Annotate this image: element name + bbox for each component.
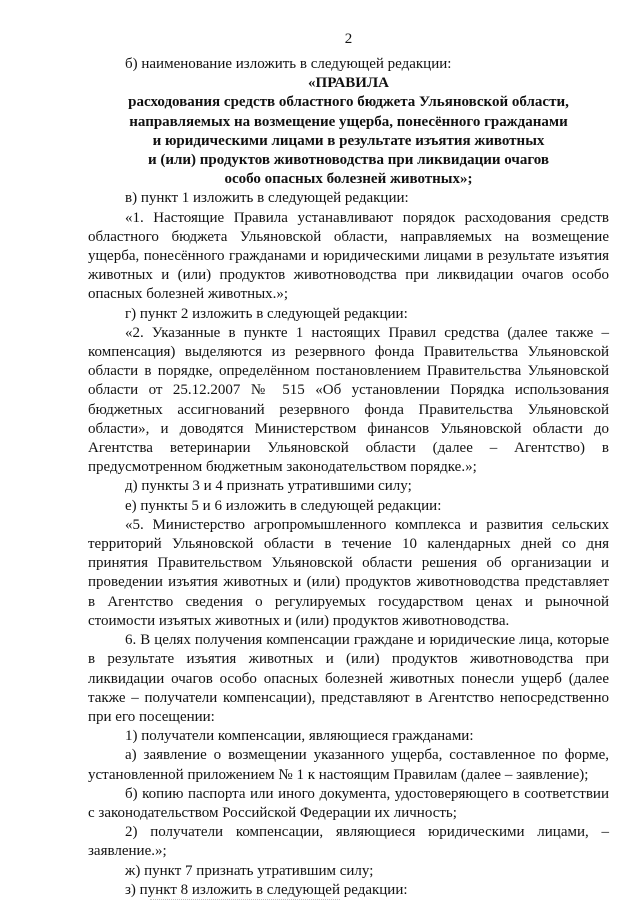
page-number: 2: [344, 31, 353, 47]
paragraph-rule-1: «1. Настоящие Правила устанавливают порядок расходования средств областного бюджета Ульяновской области, направляемых на возмещение ущерба, понесённого гражданами и юридическими лицами в результате изъятия животных и (или) продуктов животноводства при ликвидации очагов особо опасных болезней животных.»;: [88, 209, 609, 303]
paragraph-item-b: б) копию паспорта или иного документа, удостоверяющего в соответствии с законодательством Российской Федерации их личность;: [88, 785, 609, 821]
paragraph-rule-5: «5. Министерство агропромышленного комплекса и развития сельских территорий Ульяновской области в течение 10 календарных дней со дня принятия Правительством Ульяновской области решения об организации и проведении изъятия животных и (или) продуктов животноводства представляет в Агентство сведения о регулируемых государством ценах и рыночной стоимости изъятых животных и (или) продуктов животноводства.: [88, 516, 609, 629]
scan-artifact-line: [150, 899, 340, 900]
paragraph-b-intro: б) наименование изложить в следующей редакции:: [125, 56, 452, 72]
paragraph-g-intro: г) пункт 2 изложить в следующей редакции:: [125, 305, 408, 322]
paragraph-item-a: а) заявление о возмещении указанного ущерба, составленное по форме, установленной приложением № 1 к настоящим Правилам (далее – заявление);: [88, 747, 609, 783]
paragraph-d: д) пункты 3 и 4 признать утратившими силу;: [125, 478, 412, 495]
paragraph-zh: ж) пункт 7 признать утратившим силу;: [125, 862, 374, 879]
paragraph-e-intro: е) пункты 5 и 6 изложить в следующей редакции:: [125, 497, 442, 514]
title-line: и (или) продуктов животноводства при ликвидации очагов: [147, 152, 550, 169]
title-line: расходования средств областного бюджета Ульяновской области,: [128, 94, 569, 111]
title-line: направляемых на возмещение ущерба, понесённого гражданами: [129, 113, 568, 130]
paragraph-z-intro: з) пункт 8 изложить в следующей редакции:: [125, 881, 408, 898]
paragraph-v-intro: в) пункт 1 изложить в следующей редакции:: [125, 190, 409, 207]
title-line: «ПРАВИЛА: [308, 75, 389, 92]
paragraph-item-1: 1) получатели компенсации, являющиеся гражданами:: [125, 728, 474, 745]
paragraph-rule-6: 6. В целях получения компенсации граждане и юридические лица, которые в результате изъятия животных и (или) продуктов животноводства при ликвидации очагов особо опасных болезней животных понесли ущерб (далее также – получатели компенсации), представляют в Агентство непосредственно при его посещении:: [88, 632, 609, 725]
title-line: и юридическими лицами в результате изъятия животных: [152, 132, 545, 149]
paragraph-rule-2: «2. Указанные в пункте 1 настоящих Правил средства (далее также – компенсация) выделяются из резервного фонда Правительства Ульяновской области в порядке, определённом постановлением Правительства Ульяновской области от 25.12.2007 № 515 «Об установлении Порядка использования бюджетных ассигнований резервного фонда Правительства Ульяновской области», и доводятся Министерством финансов Ульяновской области до Агентства ветеринарии Ульяновской области (далее – Агентство) в предусмотренном бюджетным законодательством порядке.»;: [88, 324, 609, 476]
title-line: особо опасных болезней животных»;: [224, 171, 473, 188]
rules-title: [88, 74, 609, 189]
paragraph-item-2: 2) получатели компенсации, являющиеся юридическими лицами, – заявление.»;: [88, 824, 609, 860]
